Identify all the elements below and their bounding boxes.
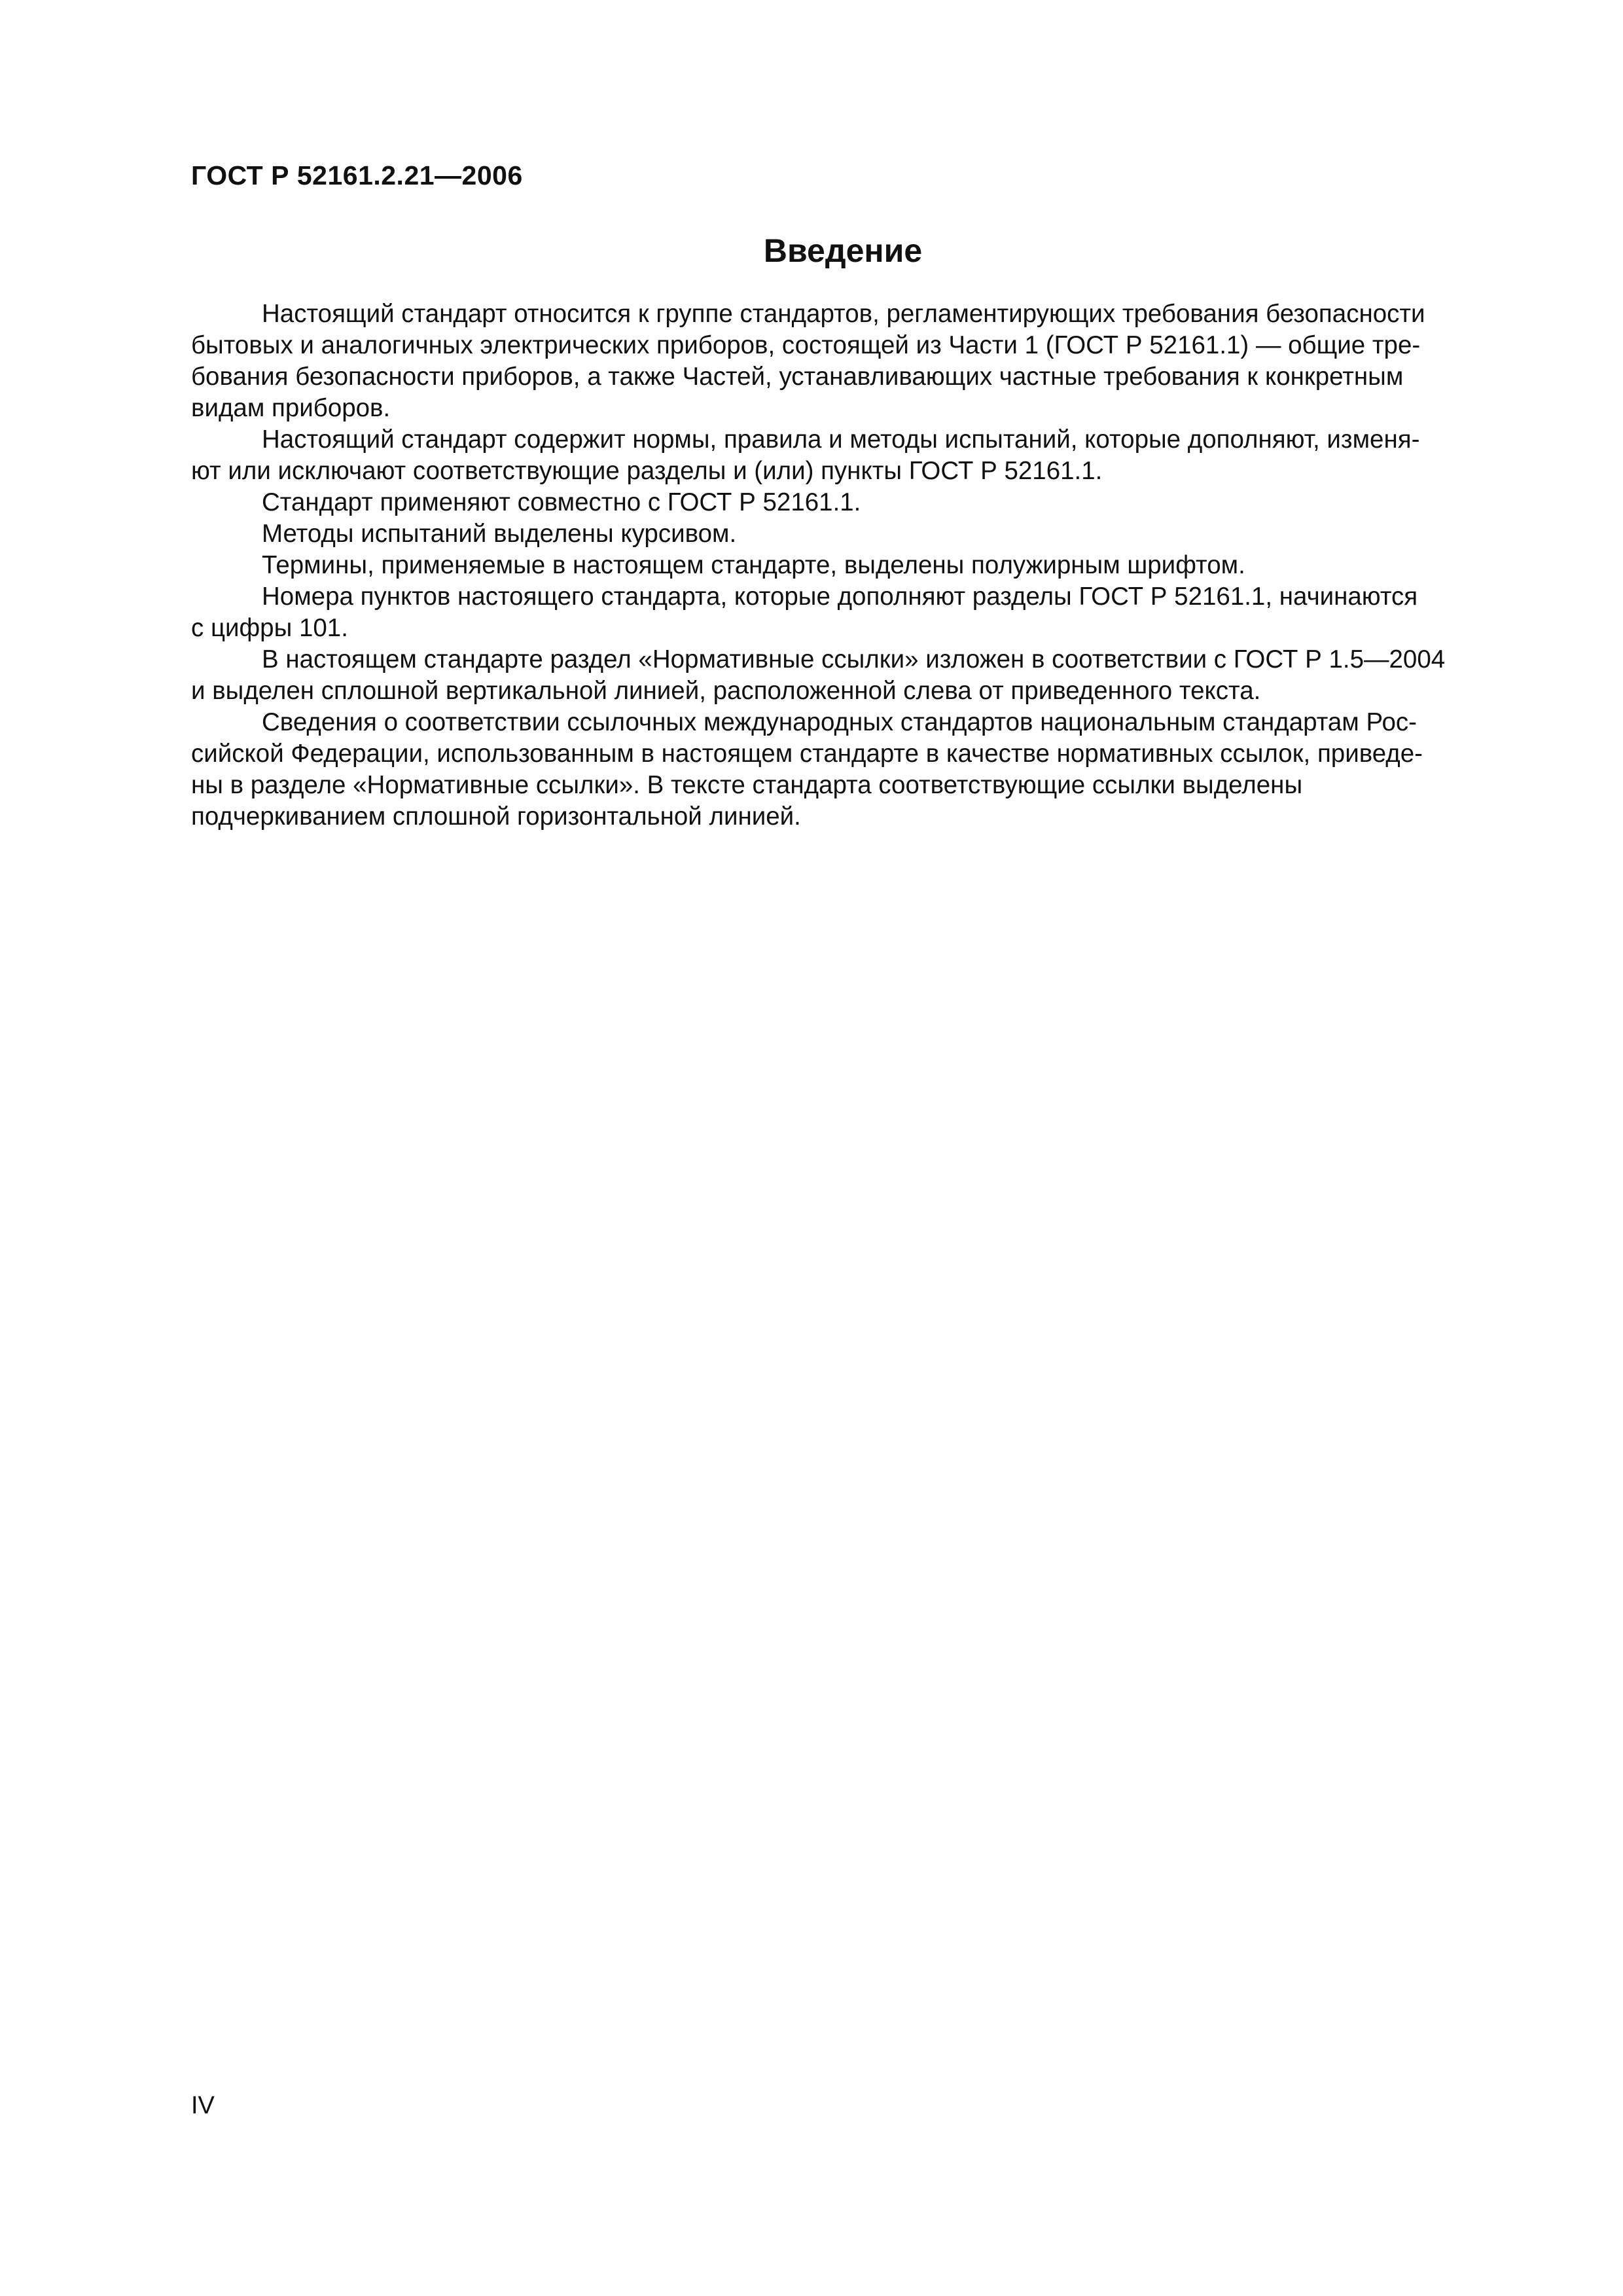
- paragraph: Настоящий стандарт относится к группе стандартов, регламентирующих требования безопасности бытовых и аналогичных электрических приборов, состоящей из Части 1 (ГОСТ Р 52161.1) — общие тре- бования безопасности приборов, а также Частей, устанавливающих частные требования к конкретным видам приборов.: [191, 300, 1425, 422]
- introduction-body: [191, 298, 1495, 833]
- paragraph: В настоящем стандарте раздел «Нормативные ссылки» изложен в соответствии с ГОСТ Р 1.5—2004 и выделен сплошной вертикальной линией, расположенной слева от приведенного текста.: [191, 645, 1446, 705]
- paragraph: Настоящий стандарт содержит нормы, правила и методы испытаний, которые дополняют, изменя- ют или исключают соответствующие разделы и (или) пункты ГОСТ Р 52161.1.: [191, 425, 1420, 485]
- paragraph: Методы испытаний выделены курсивом.: [262, 520, 737, 548]
- page-number: IV: [191, 2092, 215, 2119]
- page-title: Введение: [763, 232, 923, 269]
- paragraph: Термины, применяемые в настоящем стандарте, выделены полужирным шрифтом.: [262, 551, 1245, 579]
- paragraph: Стандарт применяют совместно с ГОСТ Р 52161.1.: [262, 488, 861, 516]
- paragraph: Номера пунктов настоящего стандарта, которые дополняют разделы ГОСТ Р 52161.1, начинаются с цифры 101.: [191, 583, 1418, 642]
- paragraph: Сведения о соответствии ссылочных международных стандартов национальным стандартам Рос- сийской Федерации, использованным в настоящем стандарте в качестве нормативных ссылок, приведе- ны в разделе «Нормативные ссылки». В тексте стандарта соответствующие ссылки выделены подчеркиванием сплошной горизонтальной линией.: [191, 708, 1423, 831]
- document-header: ГОСТ Р 52161.2.21—2006: [191, 160, 523, 190]
